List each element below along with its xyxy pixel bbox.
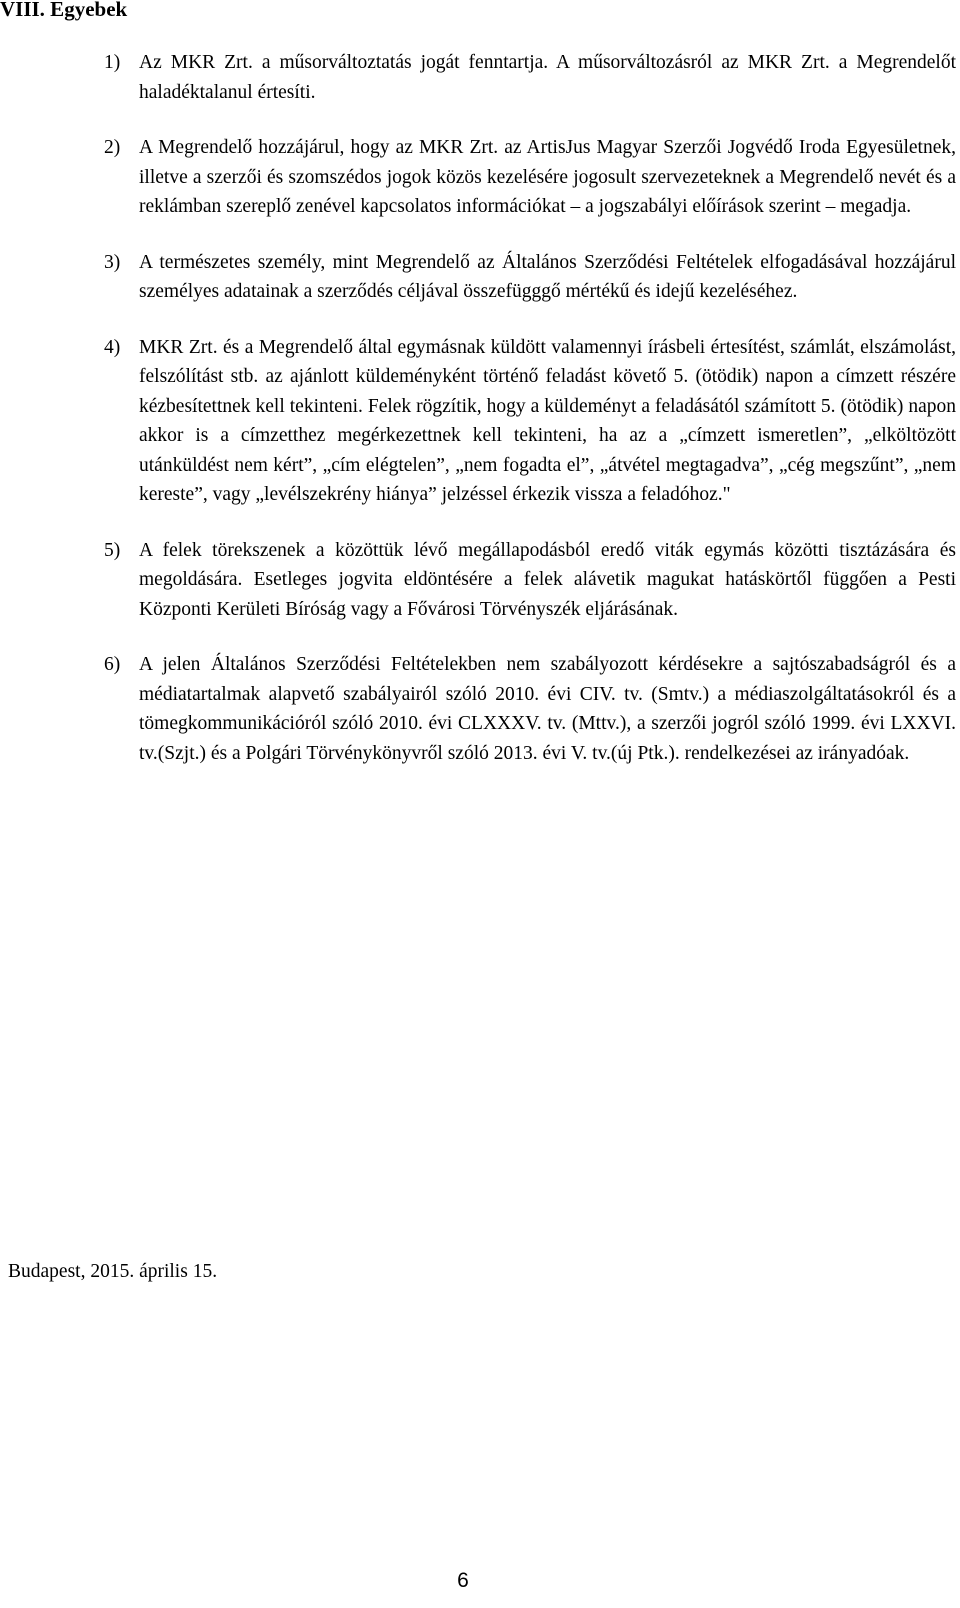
item-text: A felek törekszenek a közöttük lévő megállapodásból eredő viták egymás közötti tisztázására és megoldására. Esetleges jogvita eldöntésére a felek alávetik magukat hatáskörtől függően a Pesti Központi Kerületi Bíróság vagy a Fővárosi Törvényszék eljárásának. (139, 539, 956, 620)
item-text: A természetes személy, mint Megrendelő az Általános Szerződési Feltételek elfogadásával hozzájárul személyes adatainak a szerződés céljával összefügggő mértékű és idejű kezeléséhez. (139, 251, 956, 302)
place-and-date: Budapest, 2015. április 15. (8, 1261, 218, 1282)
item-text: A jelen Általános Szerződési Feltételekben nem szabályozott kérdésekre a sajtószabadságról és a médiatartalmak alapvető szabályairól szóló 2010. évi CIV. tv. (Smtv.) a médiaszolgáltatásokról és a tömegkommunikációról szóló 2010. évi CLXXXV. tv. (Mttv.), a szerzői jogról szóló 1999. évi LXXVI. tv.(Szjt.) és a Polgári Törvénykönyvről szóló 2013. évi V. tv.(új Ptk.). rendelkezései az irányadóak. (139, 654, 956, 764)
item-number: 1) (104, 52, 121, 73)
list-item (104, 248, 956, 307)
item-text: A Megrendelő hozzájárul, hogy az MKR Zrt. az ArtisJus Magyar Szerzői Jogvédő Iroda Egyesületnek, illetve a szerzői és szomszédos jogok közös kezelésére jogosult szervezeteknek a Megrendelő nevét és a reklámban szereplő zenével kapcsolatos információkat – a jogszabályi előírások szerint – megadja. (139, 137, 956, 217)
item-number: 3) (104, 251, 121, 273)
item-number: 2) (104, 137, 121, 158)
list-item (104, 333, 956, 510)
item-text: Az MKR Zrt. a műsorváltoztatás jogát fenntartja. A műsorváltozásról az MKR Zrt. a Megrendelőt haladéktalanul értesíti. (139, 52, 956, 103)
item-number: 6) (104, 654, 121, 675)
list-item (104, 48, 956, 107)
list-item (104, 536, 956, 625)
numbered-list (104, 48, 956, 794)
page-number: 6 (457, 1569, 469, 1592)
section-title: VIII. Egyebek (0, 0, 128, 21)
list-item (104, 133, 956, 222)
item-number: 4) (104, 336, 121, 358)
item-text: MKR Zrt. és a Megrendelő által egymásnak küldött valamennyi írásbeli értesítést, számlát, elszámolást, felszólítást stb. az ajánlott küldeményként történő feladást követő 5. (ötödik) napon a címzett részére kézbesítettnek kell tekinteni. Felek rögzítik, hogy a küldeményt a feladásától számított 5. (ötödik) napon akkor is a címzetthez megérkezettnek kell tekinteni, ha az a „címzett ismeretlen”, „elköltözött utánküldést nem kért”, „cím elégtelen”, „nem fogadta el”, „átvétel megtagadva”, „cég megszűnt”, „nem kereste”, vagy „levélszekrény hiánya” jelzéssel érkezik vissza a feladóhoz." (139, 336, 956, 505)
list-item (104, 650, 956, 768)
item-number: 5) (104, 539, 121, 561)
